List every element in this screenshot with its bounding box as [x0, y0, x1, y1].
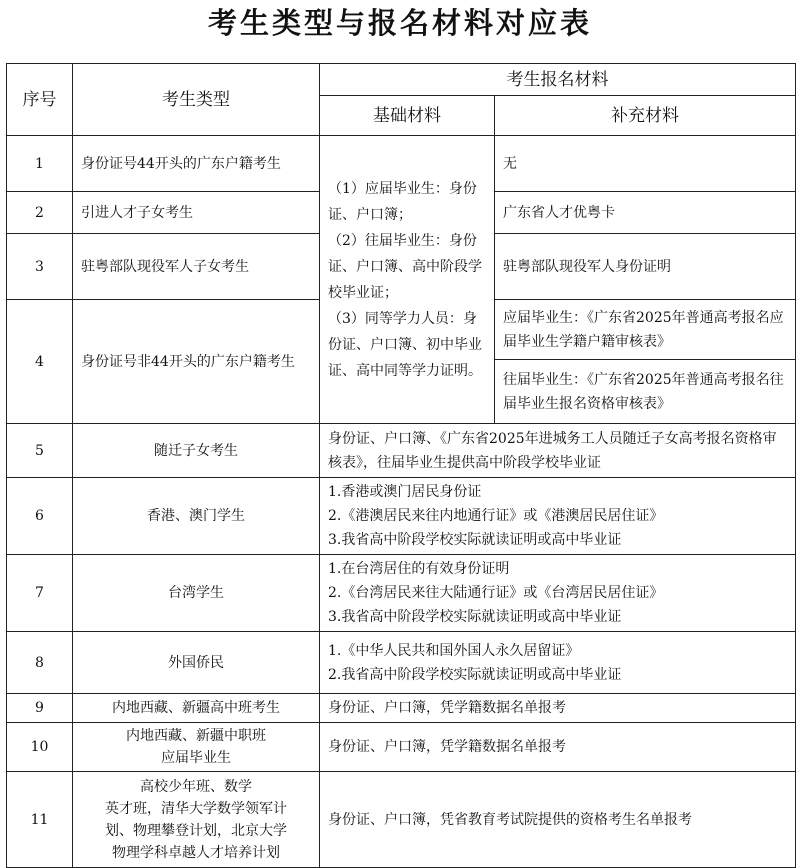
row-8-materials: 1.《中华人民共和国外国人永久居留证》 2.我省高中阶段学校实际就读证明或高中毕业证 — [320, 632, 796, 694]
row-7-no: 7 — [7, 555, 73, 632]
row-6-no: 6 — [7, 478, 73, 555]
header-seq: 序号 — [7, 64, 73, 136]
row-11-type: 高校少年班、数学 英才班，清华大学数学领军计 划、物理攀登计划，北京大学 物理学科卓越人才培养计划 — [73, 772, 320, 868]
row-10-materials: 身份证、户口簿，凭学籍数据名单报考 — [320, 723, 796, 772]
row-5-type: 随迁子女考生 — [73, 424, 320, 478]
row-9-no: 9 — [7, 694, 73, 723]
row-4-no: 4 — [7, 300, 73, 424]
row-5-no: 5 — [7, 424, 73, 478]
row-8-type: 外国侨民 — [73, 632, 320, 694]
row-2-no: 2 — [7, 192, 73, 234]
row-8-no: 8 — [7, 632, 73, 694]
basic-materials-shared: （1）应届毕业生：身份证、户口簿； （2）往届毕业生：身份证、户口簿、高中阶段学校毕业证； （3）同等学力人员：身份证、户口簿、初中毕业证、高中同等学力证明。 — [320, 136, 495, 424]
row-10-no: 10 — [7, 723, 73, 772]
page-title: 考生类型与报名材料对应表 — [207, 6, 592, 40]
row-7-materials: 1.在台湾居住的有效身份证明 2.《台湾居民来往大陆通行证》或《台湾居民居住证》 3.我省高中阶段学校实际就读证明或高中毕业证 — [320, 555, 796, 632]
row-11-materials: 身份证、户口簿，凭省教育考试院提供的资格考生名单报考 — [320, 772, 796, 868]
row-2-supplement: 广东省人才优粤卡 — [495, 192, 796, 234]
row-4-supplement-current: 应届毕业生：《广东省2025年普通高考报名应届毕业生学籍户籍审核表》 — [495, 300, 796, 360]
row-3-no: 3 — [7, 234, 73, 300]
row-3-type: 驻粤部队现役军人子女考生 — [73, 234, 320, 300]
row-1-no: 1 — [7, 136, 73, 192]
row-1-type: 身份证号44开头的广东户籍考生 — [73, 136, 320, 192]
header-supplement: 补充材料 — [495, 96, 796, 136]
header-materials: 考生报名材料 — [320, 64, 796, 96]
header-type: 考生类型 — [73, 64, 320, 136]
header-basic: 基础材料 — [320, 96, 495, 136]
row-2-type: 引进人才子女考生 — [73, 192, 320, 234]
row-9-type: 内地西藏、新疆高中班考生 — [73, 694, 320, 723]
row-4-type: 身份证号非44开头的广东户籍考生 — [73, 300, 320, 424]
row-6-materials: 1.香港或澳门居民身份证 2.《港澳居民来往内地通行证》或《港澳居民居住证》 3.我省高中阶段学校实际就读证明或高中毕业证 — [320, 478, 796, 555]
registration-materials-table — [6, 63, 796, 868]
row-1-supplement: 无 — [495, 136, 796, 192]
row-4-supplement-previous: 往届毕业生：《广东省2025年普通高考报名往届毕业生报名资格审核表》 — [495, 360, 796, 424]
row-6-type: 香港、澳门学生 — [73, 478, 320, 555]
row-11-no: 11 — [7, 772, 73, 868]
row-3-supplement: 驻粤部队现役军人身份证明 — [495, 234, 796, 300]
row-9-materials: 身份证、户口簿，凭学籍数据名单报考 — [320, 694, 796, 723]
row-7-type: 台湾学生 — [73, 555, 320, 632]
row-10-type: 内地西藏、新疆中职班 应届毕业生 — [73, 723, 320, 772]
row-5-materials: 身份证、户口簿、《广东省2025年进城务工人员随迁子女高考报名资格审核表》，往届毕业生提供高中阶段学校毕业证 — [320, 424, 796, 478]
